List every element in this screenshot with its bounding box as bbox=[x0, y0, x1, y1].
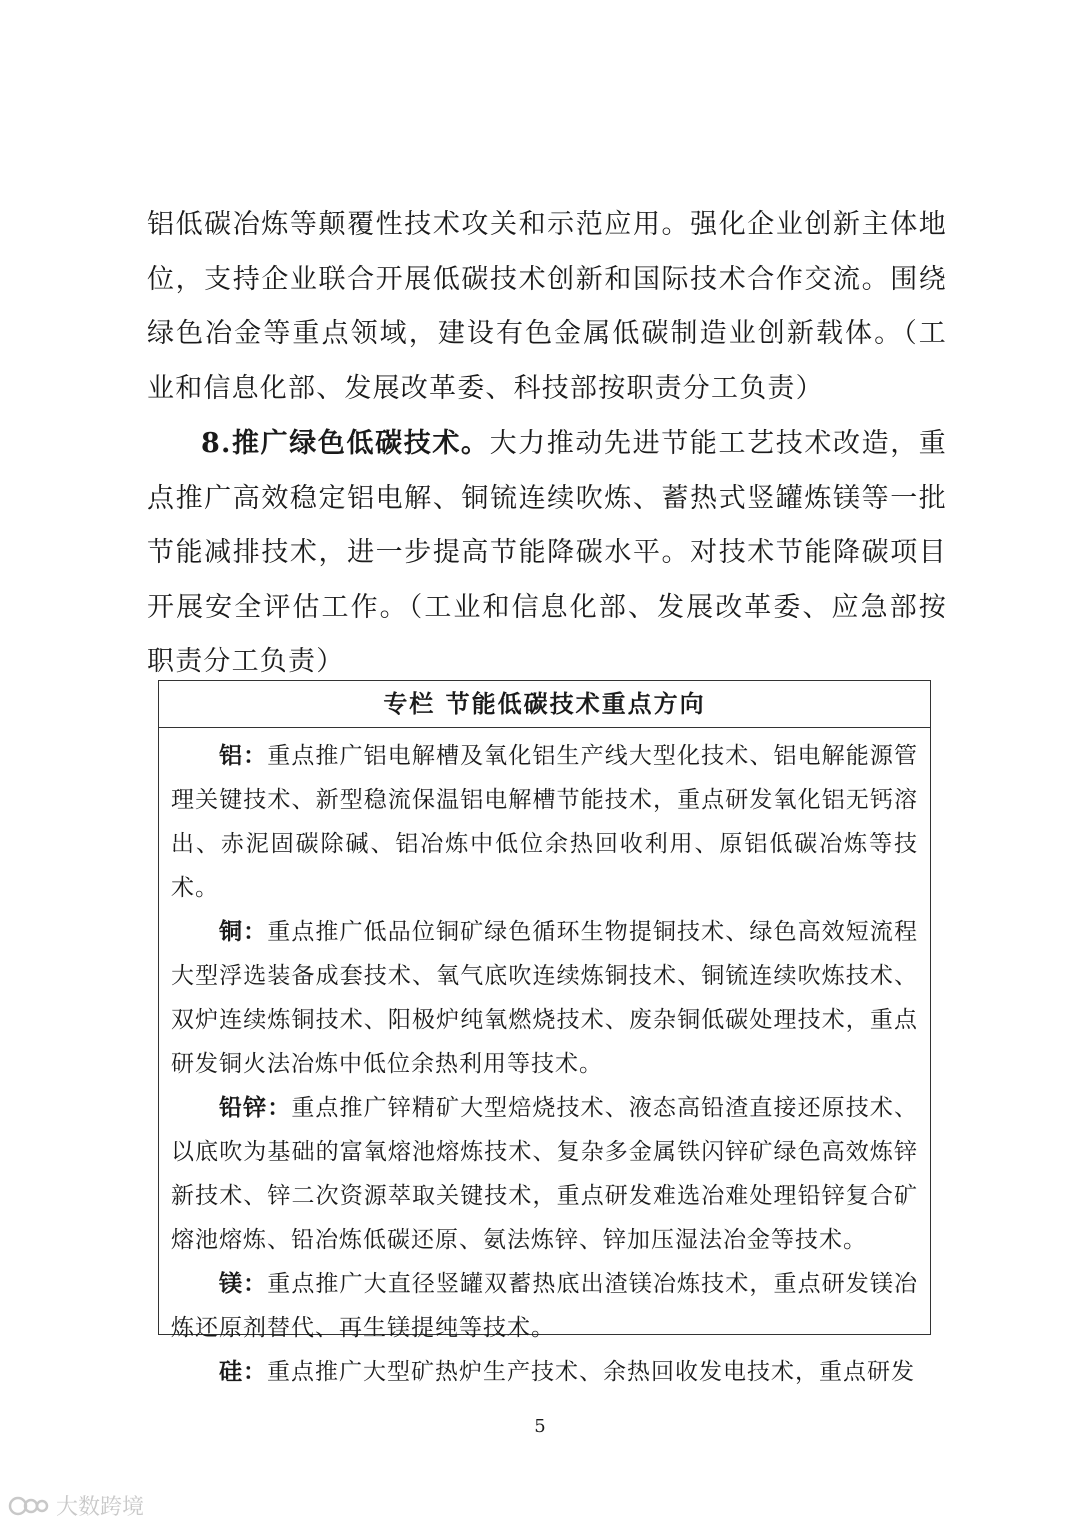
column-box-title: 专栏 节能低碳技术重点方向 bbox=[159, 681, 930, 728]
column-box bbox=[158, 680, 931, 1385]
item-text: 重点推广低品位铜矿绿色循环生物提铜技术、绿色高效短流程大型浮选装备成套技术、氧气底吹连续炼铜技术、铜锍连续吹炼技术、双炉连续炼铜技术、阳极炉纯氧燃烧技术、废杂铜低碳处理技术，重点研发铜火法冶炼中低位余热利用等技术。 bbox=[171, 919, 919, 1077]
list-item-aluminum bbox=[171, 734, 918, 910]
watermark-text: 大数跨境 bbox=[56, 1495, 145, 1520]
list-item-silicon bbox=[171, 1350, 918, 1394]
watermark bbox=[8, 1490, 144, 1521]
column-box-body bbox=[159, 728, 930, 1394]
item-text: 重点推广锌精矿大型焙烧技术、液态高铅渣直接还原技术、以底吹为基础的富氧熔池熔炼技术、复杂多金属铁闪锌矿绿色高效炼锌新技术、锌二次资源萃取关键技术，重点研发难选冶难处理铅锌复合矿熔池熔炼、铅冶炼低碳还原、氨法炼锌、锌加压湿法冶金等技术。 bbox=[171, 1095, 919, 1253]
item-text: 重点推广铝电解槽及氧化铝生产线大型化技术、铝电解能源管理关键技术、新型稳流保温铝电解槽节能技术，重点研发氧化铝无钙溶出、赤泥固碳除碱、铝冶炼中低位余热回收利用、原铝低碳冶炼等技术。 bbox=[171, 743, 919, 901]
item-text: 重点推广大型矿热炉生产技术、余热回收发电技术，重点研发 bbox=[267, 1359, 915, 1385]
watermark-logo-icon bbox=[8, 1494, 50, 1518]
section-8-body: 大力推动先进节能工艺技术改造，重点推广高效稳定铝电解、铜锍连续吹炼、蓄热式竖罐炼镁等一批节能减排技术，进一步提高节能降碳水平。对技术节能降碳项目开展安全评估工作。（工业和信息化部、发展改革委、应急部按职责分工负责） bbox=[147, 428, 948, 677]
metal-label: 镁： bbox=[219, 1270, 268, 1297]
section-8-paragraph bbox=[147, 417, 947, 690]
list-item-copper bbox=[171, 910, 918, 1086]
metal-label: 铜： bbox=[219, 918, 268, 945]
paragraph-text: 铝低碳冶炼等颠覆性技术攻关和示范应用。强化企业创新主体地位，支持企业联合开展低碳技术创新和国际技术合作交流。围绕绿色冶金等重点领域，建设有色金属低碳制造业创新载体。（工业和信息化部、发展改革委、科技部按职责分工负责） bbox=[147, 209, 947, 404]
metal-label: 铝： bbox=[219, 742, 268, 769]
item-text: 重点推广大直径竖罐双蓄热底出渣镁冶炼技术，重点研发镁冶炼还原剂替代、再生镁提纯等技术。 bbox=[171, 1271, 919, 1341]
list-item-magnesium bbox=[171, 1262, 918, 1350]
paragraph-continued bbox=[147, 198, 947, 416]
section-8-heading: 8.推广绿色低碳技术。 bbox=[201, 428, 490, 459]
metal-label: 硅： bbox=[219, 1358, 267, 1385]
list-item-lead-zinc bbox=[171, 1086, 918, 1262]
metal-label: 铅锌： bbox=[219, 1094, 292, 1121]
page-number: 5 bbox=[534, 1416, 546, 1437]
